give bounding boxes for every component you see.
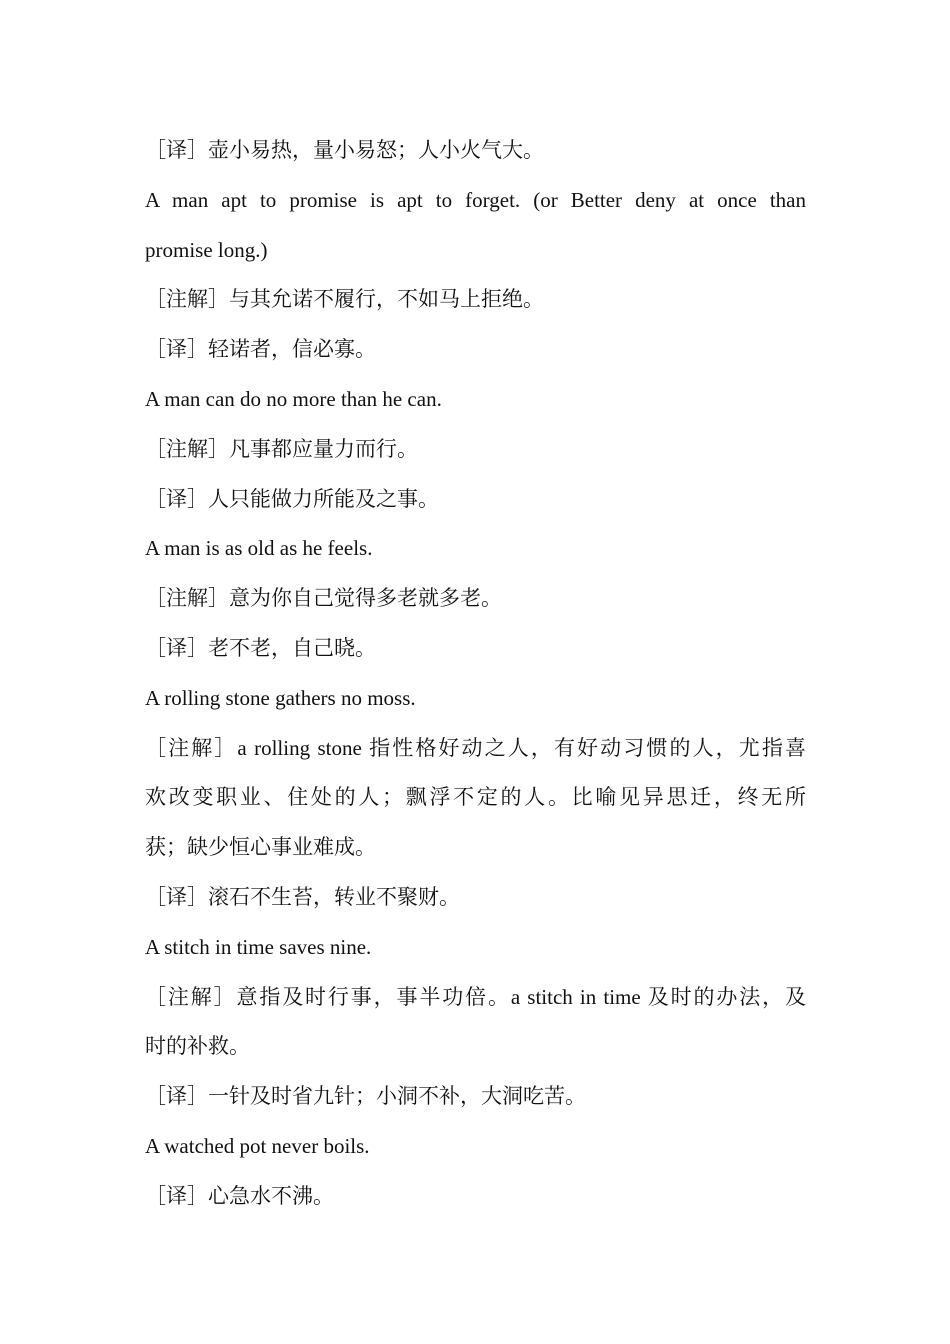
proverb-line: A rolling stone gathers no moss.: [145, 685, 416, 710]
annotation-line: ［注解］凡事都应量力而行。: [145, 436, 418, 461]
proverb-line: A stitch in time saves nine.: [145, 934, 372, 959]
proverb-line: A man apt to promise is apt to forget. (or Better deny at once than: [145, 187, 806, 212]
annotation-line-continued: 欢改变职业、住处的人；飘浮不定的人。比喻见异思迁，终无所: [145, 785, 806, 810]
document-body: [145, 126, 806, 1222]
annotation-line: ［注解］与其允诺不履行，不如马上拒绝。: [145, 287, 544, 312]
proverb-line: A man is as old as he feels.: [145, 536, 373, 561]
translation-line: ［译］轻诺者，信必寡。: [145, 337, 376, 362]
translation-line: ［译］壶小易热，量小易怒；人小火气大。: [145, 138, 544, 162]
proverb-line-continued: promise long.): [145, 237, 268, 262]
translation-line: ［译］人只能做力所能及之事。: [145, 486, 439, 511]
proverb-line: A watched pot never boils.: [145, 1133, 370, 1158]
annotation-line-continued: 获；缺少恒心事业难成。: [145, 835, 376, 860]
translation-line: ［译］滚石不生苔，转业不聚财。: [145, 884, 460, 909]
annotation-line: ［注解］a rolling stone 指性格好动之人，有好动习惯的人，尤指喜: [145, 735, 806, 760]
annotation-line: ［注解］意指及时行事，事半功倍。a stitch in time 及时的办法，及: [145, 984, 806, 1009]
translation-line: ［译］心急水不沸。: [145, 1183, 334, 1208]
translation-line: ［译］一针及时省九针；小洞不补，大洞吃苦。: [145, 1084, 586, 1109]
annotation-line: ［注解］意为你自己觉得多老就多老。: [145, 586, 502, 611]
translation-line: ［译］老不老，自己晓。: [145, 635, 376, 660]
annotation-line-continued: 时的补救。: [145, 1034, 250, 1059]
proverb-line: A man can do no more than he can.: [145, 386, 442, 411]
